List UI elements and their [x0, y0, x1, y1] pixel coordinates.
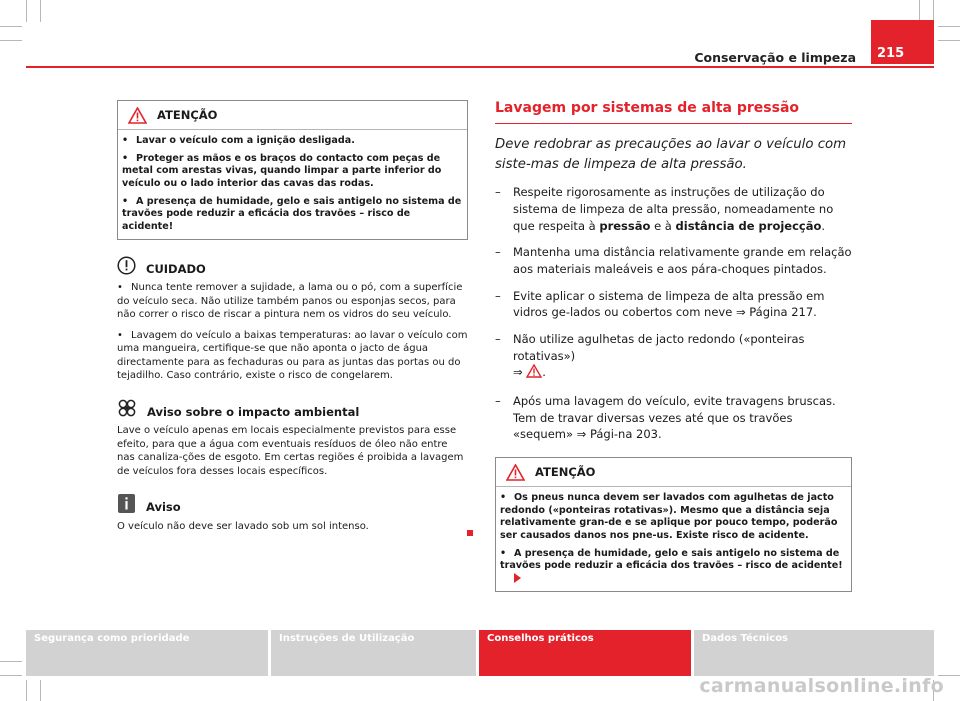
- environment-text: Lave o veículo apenas em locais especialmente previstos para esse efeito, para que a água com eventuais resíduos de óleo não entre nas canaliza-ções de esgoto. Em certas regiões é proibida a lavagem de veículos fora desses locais específicos.: [117, 425, 464, 477]
- crop-mark: [938, 26, 960, 27]
- caution-exclamation-icon: [117, 256, 136, 275]
- right-column: [495, 98, 852, 592]
- caution-note: [117, 254, 468, 383]
- warning-box: [117, 100, 468, 240]
- left-column: [117, 100, 468, 540]
- warning-body: [118, 130, 467, 239]
- warning-triangle-icon: [128, 107, 147, 124]
- list-item: – Respeite rigorosamente as instruções de utilização do sistema de limpeza de alta pressão, nomeadamente no que respeita à pressão e à distância de projecção.: [495, 185, 834, 233]
- header-rule: [26, 66, 934, 68]
- bullet-icon: •: [122, 152, 129, 164]
- crop-mark: [26, 0, 27, 22]
- warning-title: ATENÇÃO: [157, 107, 218, 122]
- warning-title: ATENÇÃO: [535, 465, 596, 480]
- page-number: 215: [871, 20, 934, 64]
- warning-header: [118, 101, 467, 130]
- caution-item: • Nunca tente remover a sujidade, a lama ou o pó, com a superfície do veículo seca. Não utilize também panos ou esponjas secos, para não correr o risco de riscar a pintura nem os vidros do seu veículo.: [117, 282, 463, 321]
- section-title: Lavagem por sistemas de alta pressão: [495, 98, 852, 124]
- warning-header: [496, 458, 851, 487]
- dash-icon: –: [495, 245, 501, 260]
- dash-icon: –: [495, 331, 501, 346]
- bullet-icon: •: [117, 329, 123, 341]
- dash-icon: –: [495, 185, 501, 200]
- warning-triangle-icon: [506, 464, 525, 481]
- crop-mark: [40, 680, 41, 701]
- dash-icon: –: [495, 393, 501, 408]
- crop-mark: [0, 40, 22, 41]
- leaf-environment-icon: [117, 398, 137, 418]
- caution-header: [117, 254, 468, 278]
- bullet-icon: •: [122, 135, 129, 146]
- crop-mark: [0, 26, 22, 27]
- end-of-section-marker: [467, 530, 473, 536]
- environment-header: [117, 397, 468, 421]
- warning-item: • Lavar o veículo com a ignição desligada.: [122, 135, 355, 146]
- list-item: – Mantenha uma distância relativamente grande em relação aos materiais maleáveis e aos pára-choques pintados.: [495, 245, 852, 276]
- footer-tab-instrucoes[interactable]: Instruções de Utilização: [271, 630, 476, 676]
- watermark: carmanualsonline.info: [699, 675, 944, 697]
- footer-tab-dados[interactable]: Dados Técnicos: [694, 630, 934, 676]
- footer-tab-seguranca[interactable]: Segurança como prioridade: [26, 630, 268, 676]
- bullet-icon: •: [117, 282, 123, 294]
- environment-note: [117, 397, 468, 479]
- warning-box: [495, 457, 852, 592]
- continue-arrow-icon: [514, 573, 521, 583]
- warning-item: • A presença de humidade, gelo e sais antigelo no sistema de travões pode reduzir a eficácia dos travões – risco de acidente!: [500, 548, 847, 586]
- warning-item: • Os pneus nunca devem ser lavados com agulhetas de jacto redondo («ponteiras rotativas»). Mesmo que a distância seja relativamente gran-de e se aplique por pouco tempo, poderão ser causados danos nos pne-us. Existe risco de acidente.: [500, 491, 838, 541]
- info-note: [117, 492, 468, 533]
- section-intro: Deve redobrar as precauções ao lavar o veículo com siste-mas de limpeza de alta pressão.: [495, 137, 847, 173]
- dash-icon: –: [495, 288, 501, 303]
- crop-mark: [40, 0, 41, 22]
- warning-item: • Proteger as mãos e os braços do contacto com peças de metal com arestas vivas, quando limpar a parte inferior do veículo ou o lado interior das cavas das rodas.: [122, 152, 442, 189]
- caution-item: • Lavagem do veículo a baixas temperaturas: ao lavar o veículo com uma mangueira, certifique-se que não aponta o jacto de água directamente para as fechaduras ou para as juntas das portas ou do tejadilho. Caso contrário, existe o risco de congelarem.: [117, 329, 468, 382]
- info-icon: [117, 493, 136, 514]
- crop-mark: [938, 40, 960, 41]
- bullet-icon: •: [500, 547, 507, 559]
- info-text: O veículo não deve ser lavado sob um sol intenso.: [117, 520, 369, 532]
- bullet-icon: •: [122, 195, 129, 207]
- list-item: – Não utilize agulhetas de jacto redondo («ponteiras rotativas») ⇒ .: [495, 331, 852, 383]
- warning-triangle-icon: [526, 364, 542, 383]
- footer-tab-conselhos[interactable]: Conselhos práticos: [479, 630, 691, 676]
- crop-mark: [919, 0, 920, 22]
- crop-mark: [933, 0, 934, 22]
- warning-body: [496, 487, 851, 591]
- info-title: Aviso: [146, 500, 181, 515]
- caution-title: CUIDADO: [146, 261, 206, 276]
- crop-mark: [0, 661, 22, 662]
- environment-title: Aviso sobre o impacto ambiental: [147, 404, 360, 419]
- list-item: – Evite aplicar o sistema de limpeza de alta pressão em vidros ge-lados ou cobertos com neve ⇒ Página 217.: [495, 288, 825, 320]
- crop-mark: [0, 675, 22, 676]
- info-header: [117, 492, 468, 516]
- bullet-icon: •: [500, 491, 507, 503]
- header-title: Conservação e limpeza: [694, 50, 856, 65]
- warning-item: • A presença de humidade, gelo e sais antigelo no sistema de travões pode reduzir a eficácia dos travões – risco de acidente!: [122, 195, 462, 232]
- list-item: – Após uma lavagem do veículo, evite travagens bruscas. Tem de travar diversas vezes até que os travões «sequem» ⇒ Pági-na 203.: [495, 393, 836, 442]
- crop-mark: [26, 680, 27, 701]
